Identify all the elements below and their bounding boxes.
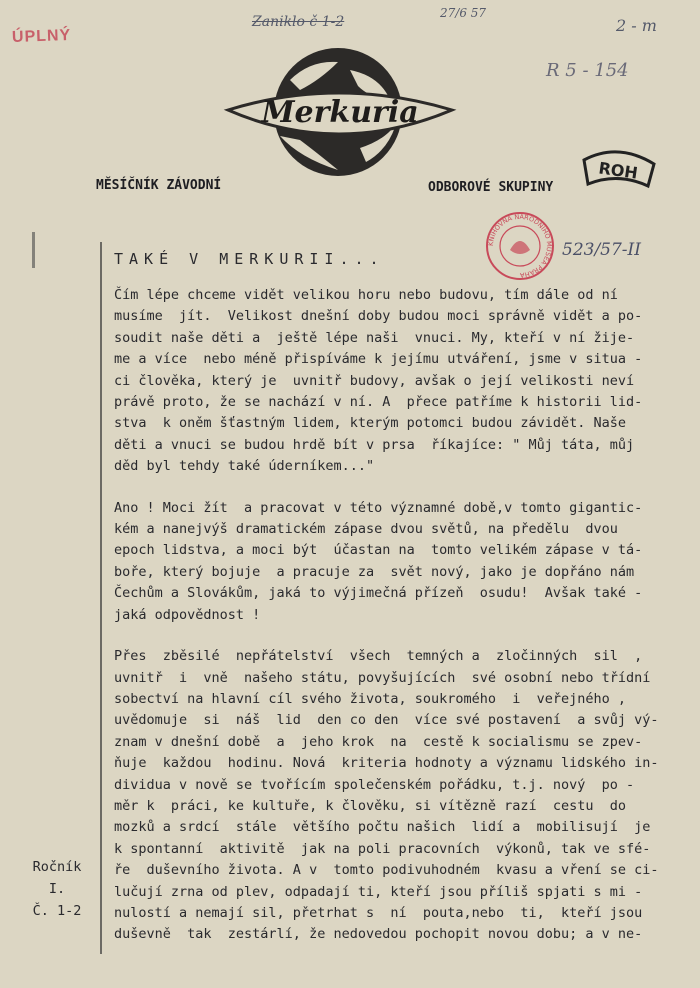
library-stamp	[484, 210, 556, 282]
library-stamp-text: KNIHOVNA NÁRODNÍHO MUSEA PRAHA	[486, 212, 554, 280]
text-line: Ano ! Moci žít a pracovat v této významné době,v tomto gigantic-	[114, 499, 643, 516]
masthead-right: ODBOROVÉ SKUPINY	[428, 180, 554, 195]
margin-mark	[32, 232, 35, 268]
merkuria-logo	[220, 40, 460, 180]
text-line: uvnitř i vně našeho státu, povyšujících své osobní nebo třídní	[114, 669, 651, 686]
text-line: Čím lépe chceme vidět velikou horu nebo budovu, tím dále od ní	[114, 287, 618, 303]
handwritten-top-right: 2 - m	[616, 16, 657, 35]
text-line: Čechům a Slovákům, jaká to výjimečná přízeň osudu! Avšak také -	[114, 585, 643, 602]
text-line: boře, který bojuje a pracuje za svět nový, jako je dopřáno nám	[114, 563, 635, 580]
text-line: uvědomuje si náš lid den co den více své postavení a svůj vý-	[114, 712, 659, 729]
margin-rule	[100, 242, 102, 954]
handwritten-date: 27/6 57	[440, 6, 487, 20]
text-line: soudit naše děti a ještě lépe naši vnuci. My, kteří v ní žije-	[114, 329, 635, 346]
handwritten-registration: 523/57-II	[562, 240, 641, 260]
text-line: kém a nanejvýš dramatickém zápase dvou světů, na předělu dvou	[114, 521, 618, 538]
text-line: právě proto, že se nachází v ní. A přece patříme k historii lid-	[114, 394, 643, 411]
masthead-left: MĚSÍČNÍK ZÁVODNÍ	[96, 178, 222, 193]
paragraph	[114, 285, 674, 478]
rom-badge-text: ROH	[597, 158, 639, 183]
text-line: me a více nebo méně přispíváme k jejímu utváření, jsme v situa -	[114, 351, 643, 368]
text-line: ře duševního života. A v tomto podivuhodném kvasu a vření se ci-	[114, 862, 659, 879]
handwritten-note-top: Zaniklo č 1-2	[252, 14, 345, 30]
article-heading: TAKÉ V MERKURII...	[114, 250, 385, 268]
text-line: musíme jít. Velikost dnešní doby budou moci správně vidět a po-	[114, 308, 643, 325]
volume-number: I.	[48, 881, 66, 897]
text-line: ci člověka, který je uvnitř budovy, avšak o její velikosti neví	[114, 372, 635, 389]
text-line: nulostí a nemají sil, přetrhat s ní pouta,nebo ti, kteří jsou	[114, 904, 643, 921]
text-line: jaká odpovědnost !	[114, 606, 261, 623]
text-line: děti a vnuci se budou hrdě bít v prsa říkajíce: " Můj táta, můj	[114, 436, 635, 453]
text-line: znam v dnešní době a jeho krok na cestě k socialismu se zpev-	[114, 733, 643, 750]
text-line: dividua v nově se tvořícím společenském pořádku, t.j. nový po -	[114, 776, 635, 793]
paragraph	[114, 498, 674, 626]
handwritten-ref: R 5 - 154	[546, 60, 629, 81]
text-line: děd byl tehdy také úderníkem..."	[114, 458, 375, 475]
uplny-stamp: ÚPLNÝ	[11, 26, 72, 47]
volume-note	[26, 856, 88, 922]
text-line: sobectví na hlavní cíl svého života, soukromého i veřejného ,	[114, 690, 627, 707]
text-line: Přes zběsilé nepřátelství všech temných a zločinných sil ,	[114, 648, 643, 665]
text-line: ňuje každou hodinu. Nová kriteria hodnoty a významu lidského in-	[114, 755, 659, 772]
text-line: mozků a srdcí stále většího počtu našich lidí a mobilisují je	[114, 819, 651, 836]
article-body	[114, 285, 674, 946]
volume-label: Ročník	[32, 859, 82, 875]
text-line: epoch lidstva, a moci být účastan na tomto velikém zápase v tá-	[114, 542, 643, 559]
text-line: lučují zrna od plev, odpadají ti, kteří jsou příliš spjati s mi -	[114, 883, 643, 900]
logo-text: Merkuria	[261, 95, 419, 130]
text-line: stva k oněm šťastným lidem, kterým potomci budou závidět. Naše	[114, 415, 627, 432]
text-line: duševně tak zestárlí, že nedovedou pochopit novou dobu; a v ne-	[114, 926, 643, 943]
issue-number: Č. 1-2	[32, 903, 82, 919]
rom-badge	[578, 142, 658, 202]
text-line: měr k práci, ke kultuře, k člověku, si vítězně razí cestu do	[114, 797, 627, 814]
text-line: k spontanní aktivitě jak na poli pracovních výkonů, tak ve sfé-	[114, 840, 651, 857]
paragraph	[114, 646, 674, 946]
